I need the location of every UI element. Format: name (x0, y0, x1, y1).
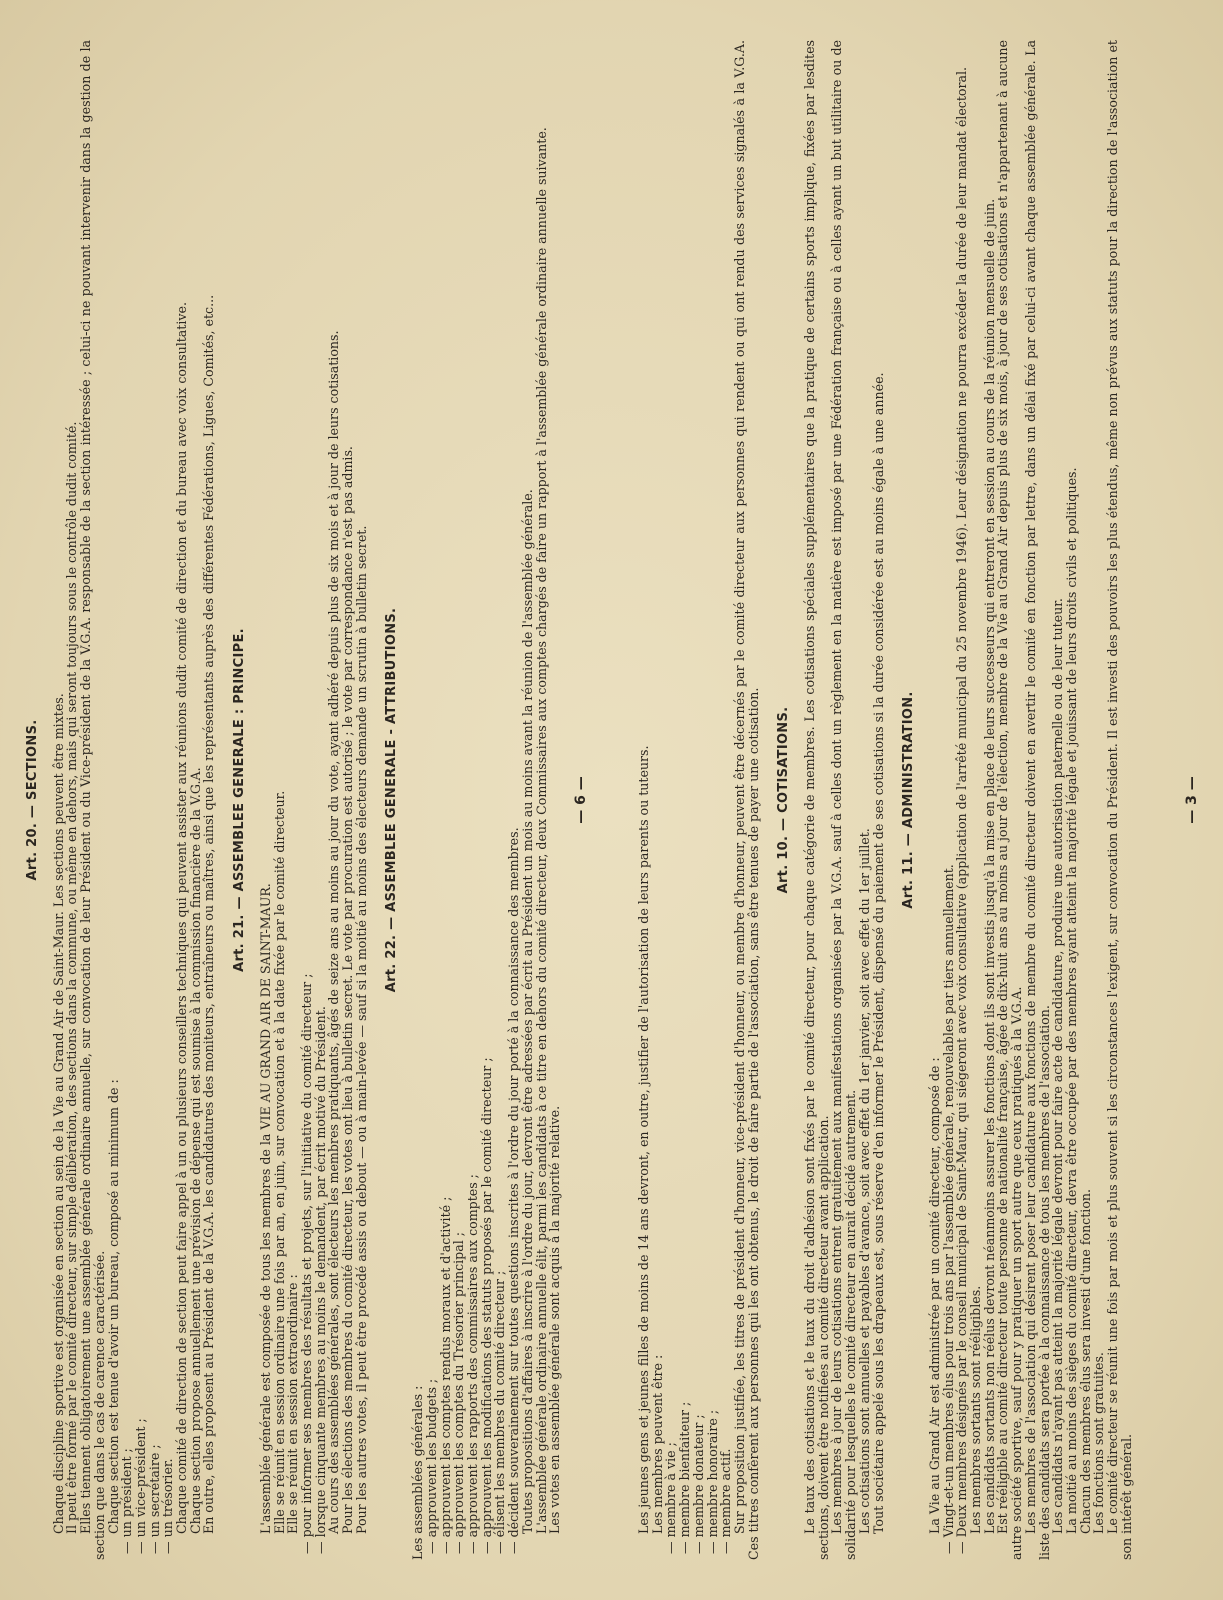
list-item: — un vice-président ; (132, 1418, 148, 1554)
art22-paragraph: Les votes en assemblée générale sont acquis à la majorité relative. (547, 1105, 563, 1534)
art21-paragraph: Elle se réunit en session ordinaire une fois par an, en juin, sur convocation et à la date fixée par le comité directeur. (271, 790, 287, 1534)
list-item: — un trésorier. (160, 1458, 176, 1554)
art11-paragraph: Est rééligible au comité directeur toute personne de nationalité française, âgée de dix-huit ans au moins au jour de l'élection, membre de la Vie au Grand Air depuis plus de six mois, à jour de ses cotisations et n'appartenant à aucune autre société sportive, sauf pour y pratiquer un sport autre que ceux pratiqués à la V.G.A. (995, 40, 1025, 1560)
art21-paragraph: Pour les élections des membres du comité directeur, les votes ont lieu à bulletin secret. Le vote par procuration est autorisé ; le vote par correspondance n'est pas admis. (340, 446, 356, 1534)
art20-paragraph: Elles tiennent obligatoirement une assemblée générale ordinaire annuelle, sur convocation de leur Président ou du Vice-président de la V.G.A. responsable de la section intéressée ; celui-ci ne pouvant intervenir dans la gestion de la section que dans le cas de carence caractérisée. (78, 40, 107, 1560)
list-item: — approuvent les budgets ; (423, 1378, 439, 1554)
list-item: — membre à vie ; (663, 1442, 679, 1554)
art11-title: Art. 11. — ADMINISTRATION. (901, 691, 917, 909)
art20-paragraph: Chaque section propose annuellement une prévision de dépense qui est soumise à la commission financière de la V.G.A. (187, 767, 203, 1534)
art21-paragraph: Au cours des assemblées générales, sont électeurs les membres pratiquants, âgés de seize ans au moins au jour du vote, ayant adhéré depuis plus de six mois et à jour de leurs cotisations. (326, 330, 342, 1534)
page-number: — 3 — (1184, 776, 1201, 824)
art20-paragraph: Chaque section est tenue d'avoir un bureau, composé au minimum de : (105, 1079, 121, 1534)
art11-paragraph: Les membres de l'association qui désirent poser leur candidature aux fonctions de membre du comité directeur doivent en avertir le comité en fonction par lettre, dans un délai fixé par celui-ci avant chaque assemblée générale. La liste des candidats sera portée à la connaissance de tous les membres de l'association. (1022, 40, 1052, 1560)
art22-intro: Les assemblées générales : (410, 1385, 426, 1560)
art20-paragraph: Il peut être formé par le comité directeur, sur simple délibération, des sections dans la commune, ou même en dehors, mais qui seront toujours sous le contrôle dudit comité. (64, 421, 80, 1534)
art21-paragraph: L'assemblée générale est composée de tous les membres de la VIE AU GRAND AIR DE SAINT-MAUR. (257, 883, 273, 1534)
art10-paragraph: Les cotisations sont annuelles et payables d'avance, soit avec effet du 1er janvier, soit avec effet du 1er juillet. (856, 828, 872, 1534)
list-item: — membre actif. (718, 1448, 734, 1554)
list-item: — Deux membres désignés par le conseil municipal de Saint-Maur, qui siégeront avec voix consultative (application de l'arrêté municipal du 25 novembre 1946). Leur désignation ne pourra excéder la durée de leur mandat électoral. (954, 66, 970, 1554)
art9-paragraph: Les jeunes gens et jeunes filles de moins de 14 ans devront, en outre, justifier de l'autorisation de leurs parents ou tuteurs. (636, 745, 651, 1534)
art11-paragraph: Les fonctions sont gratuites. (1091, 1352, 1107, 1534)
list-item: — approuvent les comptes du Trésorier principal ; (451, 1231, 467, 1554)
list-item: — élisent les membres du comité directeur ; (492, 1270, 508, 1554)
art11-paragraph: Les candidats sortants non réélus devront néanmoins assurer les fonctions dont ils sont investis jusqu'à la mise en place de leurs successeurs qui entreront en session au cours de la réunion mensuelle de juin. (981, 198, 997, 1534)
art22-title: Art. 22. — ASSEMBLEE GENERALE - ATTRIBUTIONS. (384, 607, 400, 993)
list-item: — un président ; (119, 1448, 135, 1554)
art10-paragraph: Tout sociétaire appelé sous les drapeaux est, sous réserve d'en informer le Président, dispensé du paiement de ses cotisations si la durée considérée est au moins égale à une année. (870, 372, 886, 1534)
art22-paragraph: L'assemblée générale ordinaire annuelle élit, parmi les candidats à ce titre en dehors du comité directeur, deux Commissaires aux comptes chargés de faire un rapport à l'assemblée générale ordinaire annuelle suivante. (533, 127, 549, 1534)
page-3-text (637, 40, 1134, 1560)
art22-paragraph: Toutes propositions d'affaires à inscrire à l'ordre du jour, devront être adressées par écrit au Président un mois au moins avant la réunion de l'assemblée générale. (519, 489, 535, 1534)
art11-paragraph: La Vie au Grand Air est administrée par un comité directeur, composé de : (926, 1057, 942, 1534)
art21-paragraph: Pour les autres votes, il peut être procédé assis ou debout — ou à main-levée — sauf si la moitié au moins des électeurs demande un scrutin à bulletin secret. (353, 525, 369, 1534)
art20-paragraph: En outre, elles proposent au Président de la V.G.A. les candidatures des moniteurs, entraîneurs ou maîtres, ainsi que les représentants auprès des différentes Fédérations, Ligues, Comités, etc... (201, 294, 217, 1534)
art9-paragraph: Sur proposition justifiée, les titres de président d'honneur, vice-président d'honneur, ou membre d'honneur, peuvent être décernés par le comité directeur aux personnes qui rendent ou qui ont rendu des services signalés à la V.G.A. Ces titres confèrent aux personnes qui les ont obtenus, le droit de faire partie de l'association, sans être tenues de payer une cotisation. (731, 40, 761, 1560)
list-item: — lorsque cinquante membres au moins le demandent, par écrit motivé du Président. (312, 1006, 328, 1554)
art11-paragraph: Le comité directeur se réunit une fois par mois et plus souvent si les circonstances l'exigent, sur convocation du Président. Il est investi des pouvoirs les plus étendus, même non prévus aux statuts pour la direction de l'association et son intérêt général. (1105, 40, 1134, 1560)
page-6-text (26, 40, 562, 1560)
list-item: — approuvent les rapports des commissaires aux comptes ; (464, 1174, 480, 1554)
list-item: — approuvent les modifications des statuts proposés par le comité directeur ; (478, 1057, 494, 1554)
list-item: — décident souverainement sur toutes questions inscrites à l'ordre du jour porté à la connaissance des membres. (506, 827, 522, 1554)
list-item: — pour informer ses membres des résultats et projets, sur l'initiative du comité directeur ; (298, 973, 314, 1554)
page-number: — 6 — (573, 776, 590, 824)
list-item: — approuvent les comptes rendus moraux et d'activité ; (437, 1196, 453, 1554)
list-item: — membre bienfaiteur ; (677, 1401, 693, 1554)
art10-paragraph: Les membres à jour de leurs cotisations entrent gratuitement aux manifestations organisées par la V.G.A. sauf à celles dont un règlement en la matière est imposé par une Fédération française ou à celles ayant un but utilitaire ou de solidarité pour lesquelles le comité directeur en aurait décidé autrement. (829, 40, 859, 1560)
art9-paragraph: Les membres peuvent être : (649, 1354, 665, 1534)
art10-paragraph: Le taux des cotisations et le taux du droit d'adhésion sont fixés par le comité directeur, pour chaque catégorie de membres. Les cotisations spéciales supplémentaires que la pratique de certains sports implique, fixées par lesdites sections, doivent être notifiées au comité directeur avant application. (802, 40, 831, 1560)
art11-paragraph: La moitié au moins des sièges du comité directeur, devra être occupée par des membres ayant atteint la majorité légale et jouissant de leurs droits civils et politiques. (1063, 467, 1079, 1534)
list-item: — Vingt-et-un membres élus pour trois ans par l'assemblée générale, renouvelables par tiers annuellement. (940, 864, 956, 1554)
art11-paragraph: Les membres sortants sont rééligibles. (968, 1285, 984, 1534)
art10-title: Art. 10. — COTISATIONS. (776, 706, 792, 894)
art20-title: Art. 20. — SECTIONS. (25, 719, 40, 881)
art20-paragraph: Chaque discipline sportive est organisée en section au sein de la Vie au Grand Air de Saint-Maur. Les sections peuvent être mixtes. (50, 693, 66, 1534)
page-3 (611, 0, 1222, 1600)
list-item: — membre honoraire ; (704, 1409, 720, 1554)
art11-paragraph: Les candidats n'ayant pas atteint la majorité légale devront pour faire acte de candidature, produire une autorisation paternelle ou de leur tuteur. (1050, 598, 1066, 1534)
art21-title: Art. 21. — ASSEMBLEE GENERALE : PRINCIPE. (232, 628, 248, 972)
art21-paragraph: Elle se réunit en session extraordinaire : (285, 1274, 301, 1534)
list-item: — un secrétaire ; (146, 1444, 162, 1554)
page-6 (0, 0, 611, 1600)
list-item: — membre donateur ; (690, 1414, 706, 1554)
art20-paragraph: Chaque comité de direction de section peut faire appel à un ou plusieurs conseillers techniques qui peuvent assister aux réunions dudit comité de direction et du bureau avec voix consultative. (174, 302, 190, 1534)
art11-paragraph: Chacun des membres élus sera investi d'une fonction. (1077, 1188, 1093, 1534)
